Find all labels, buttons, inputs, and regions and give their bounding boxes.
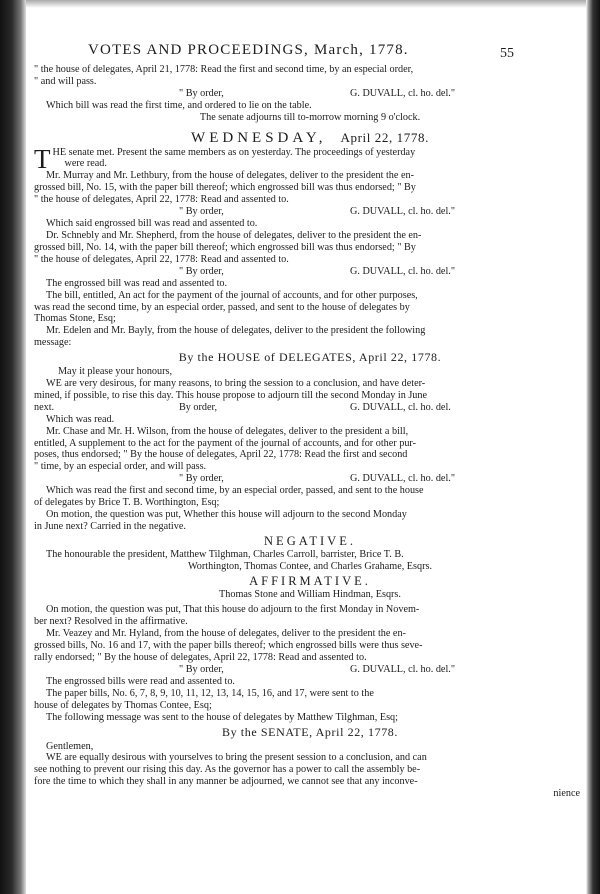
signature-line	[34, 88, 586, 100]
clerk-signature: G. DUVALL, cl. ho. del."	[350, 87, 455, 99]
clerk-signature: G. DUVALL, cl. ho. del."	[350, 663, 455, 675]
order-label: " By order,	[179, 206, 224, 218]
page-number: 55	[500, 46, 514, 61]
catchword: nience	[553, 788, 580, 800]
text-line: mined, if possible, to rise this day. This house propose to adjourn till the second Monday in June	[34, 389, 428, 401]
text-line: " and will pass.	[34, 75, 97, 87]
page-edge-shadow	[586, 0, 600, 894]
order-label: " By order,	[179, 265, 224, 277]
text-line: see nothing to prevent our rising this day. As the governor has a power to call the assembly be-	[34, 764, 421, 776]
text-line: Mr. Chase and Mr. H. Wilson, from the house of delegates, deliver to the president a bill,	[46, 425, 409, 437]
order-label: " By order,	[179, 473, 224, 485]
text-line: Thomas Stone and William Hindman, Esqrs.	[219, 588, 401, 600]
text-line: HE senate met. Present the same members as on yesterday. The proceedings of yesterday	[52, 146, 416, 158]
scan-top-shadow	[0, 0, 600, 8]
text-line: Mr. Murray and Mr. Lethbury, from the house of delegates, deliver to the president the en-	[46, 170, 414, 182]
text-line: in June next? Carried in the negative.	[34, 521, 186, 532]
text-line: The honourable the president, Matthew Tilghman, Charles Carroll, barrister, Brice T. B.	[46, 548, 404, 560]
text-line: entitled, A supplement to the act for the payment of the journal of accounts, and for other pur-	[34, 437, 416, 449]
text-line: Which bill was read the first time, and ordered to lie on the table.	[46, 99, 312, 111]
text-line: On motion, the question was put, Whether this house will adjourn to the second Monday	[46, 509, 407, 521]
signature-line	[34, 664, 586, 676]
text-line: Which said engrossed bill was read and assented to.	[46, 218, 258, 230]
salutation: Gentlemen,	[46, 740, 94, 752]
day-date: April 22, 1778.	[340, 129, 429, 145]
text-line: The paper bills, No. 6, 7, 8, 9, 10, 11, 12, 13, 14, 15, 16, and 17, were sent to the	[46, 687, 374, 699]
text-line: The engrossed bill was read and assented to.	[46, 277, 228, 289]
day-name: WEDNESDAY,	[191, 129, 327, 146]
text-line: grossed bill, No. 14, with the paper bill thereof; which engrossed bill was thus endorsed; " By	[34, 241, 416, 253]
order-label: By order,	[179, 401, 218, 413]
clerk-signature: G. DUVALL, cl. ho. del.	[350, 401, 451, 413]
text-line: " the house of delegates, April 22, 1778: Read and assented to.	[34, 194, 289, 206]
text-line: were read.	[64, 158, 107, 170]
signature-line	[34, 473, 586, 485]
text-line: Mr. Veazey and Mr. Hyland, from the house of delegates, deliver to the president the en-	[46, 628, 406, 640]
day-heading	[34, 129, 586, 146]
text-line: message:	[34, 337, 72, 349]
order-label: " By order,	[179, 663, 224, 675]
senate-heading: By the SENATE, April 22, 1778.	[222, 724, 398, 739]
text-line: rally endorsed; " By the house of delegates, April 22, 1778: Read and assented to.	[34, 652, 367, 664]
text-line: " the house of delegates, April 22, 1778: Read and assented to.	[34, 253, 289, 265]
text-line: Worthington, Thomas Contee, and Charles Grahame, Esqrs.	[187, 560, 432, 572]
text-line: Thomas Stone, Esq;	[34, 313, 116, 325]
text-line: ber next? Resolved in the affirmative.	[34, 616, 188, 628]
running-head-title: VOTES AND PROCEEDINGS, March, 1778.	[88, 42, 409, 58]
adjourn-line: The senate adjourns till to-morrow morning 9 o'clock.	[199, 111, 421, 123]
salutation: May it please your honours,	[58, 366, 173, 378]
text-line: Dr. Schnebly and Mr. Shepherd, from the house of delegates, deliver to the president the en-	[46, 229, 422, 241]
clerk-signature: G. DUVALL, cl. ho. del."	[350, 473, 455, 485]
senate-met-paragraph	[34, 143, 586, 174]
running-head	[88, 42, 508, 59]
text-line: WE are very desirous, for many reasons, to bring the session to a conclusion, and have deter-	[46, 377, 426, 389]
negative-heading: NEGATIVE.	[264, 533, 356, 548]
text-line: " time, by an especial order, and will pass.	[34, 461, 207, 473]
signature-line	[34, 402, 586, 414]
page-body: " the house of delegates, April 21, 1778: Read the first and second time, by an especial order, " and will pass. " By order, G. DUVALL, cl. ho. del." Which bill was read the first time, and ordered to lie on the table. The senate adjourns till to-morrow morning 9 o'clock. WEDNESDAY, April 22, 1778. T HE senate met. Present the same members as on yesterday. The proceedings of yesterday were read. Mr. Murray and Mr. Lethbury, from the house of delegates, deliver to the president the en- grossed bill, No. 15, with the paper bill thereof; which engrossed bill was thus endorsed; " By " the house of delegates, April 22, 1778: Read and assented to. " By order, G. DUVALL, cl. ho. del." Which said engrossed bill was read and assented to. Dr. Schnebly and Mr. Shepherd, from the house of delegates, deliver to the president the en- grossed bill, No. 14, with the paper bill thereof; which engrossed bill was thus endorsed; " By " the house of delegates, April 22, 1778: Read and assented to. " By order, G. DUVALL, cl. ho. del." The engrossed bill was read and assented to. The bill, entitled, An act for the payment of the journal of accounts, and for other purposes, was read the second time, by an especial order, passed, and sent to the house of delegates by Thomas Stone, Esq; Mr. Edelen and Mr. Bayly, from the house of delegates, deliver to the president the following message: By the HOUSE of DELEGATES, April 22, 1778. May it please your honours, WE are very desirous, for many reasons, to bring the session to a conclusion, and have deter- mined, if possible, to rise this day. This house propose to adjourn till the second Monday in June next. By order, G. DUVALL, cl. ho. del. Which was read. Mr. Chase and Mr. H. Wilson, from the house of delegates, deliver to the president a bill, entitled, A supplement to the act for the payment of the journal of accounts, and for other pur- poses, thus endorsed; " By the house of delegates, April 22, 1778: Read the first and second " time, by an especial order, and will pass. " By order, G. DUVALL, cl. ho. del." Which was read the first and second time, by an especial order, passed, and sent to the house of delegates by Brice T. B. Worthington, Esq; On motion, the question was put, Whether this house will adjourn to the second Monday in June next? Carried in the negative. NEGATIVE. The honourable the president, Matthew Tilghman, Charles Carroll, barrister, Brice T. B. Worthington, Thomas Contee, and Charles Grahame, Esqrs. AFFIRMATIVE. Thomas Stone and William Hindman, Esqrs. On motion, the question was put, That this house do adjourn to the first Monday in Novem- ber next? Resolved in the affirmative. Mr. Veazey and Mr. Hyland, from the house of delegates, deliver to the president the en- grossed bills, No. 16 and 17, with the paper bills thereof; which engrossed bills were thus seve- rally endorsed; " By the house of delegates, April 22, 1778: Read and assented to. " By order, G. DUVALL, cl. ho. del." The engrossed bills were read and assented to. The paper bills, No. 6, 7, 8, 9, 10, 11, 12, 13, 14, 15, 16, and 17, were sent to the house of delegates by Thomas Contee, Esq; The following message was sent to the house of delegates by Matthew Tilghman, Esq; By the SENATE, April 22, 1778. Gentlemen, WE are equally desirous with yourselves to bring the present session to a conclusion, and can see nothing to prevent our rising this day. As the governor has a power to call the assembly be- fore the time to which they shall in any manner be adjourned, we cannot see that any inconve- nience	[34, 64, 586, 800]
house-of-delegates-heading: By the HOUSE of DELEGATES, April 22, 1778.	[178, 350, 442, 365]
text-line: WE are equally desirous with yourselves to bring the present session to a conclusion, and can	[46, 752, 427, 764]
text-line: was read the second time, by an especial order, passed, and sent to the house of delegates by	[34, 301, 410, 313]
drop-cap: T	[34, 143, 51, 174]
text-line: Which was read.	[46, 413, 115, 425]
signature-line	[34, 266, 586, 278]
text-line: The engrossed bills were read and assented to.	[46, 675, 235, 687]
text-line: Mr. Edelen and Mr. Bayly, from the house of delegates, deliver to the president the following	[46, 325, 426, 337]
text-line: house of delegates by Thomas Contee, Esq;	[34, 699, 212, 711]
clerk-signature: G. DUVALL, cl. ho. del."	[350, 265, 455, 277]
text-line: grossed bills, No. 16 and 17, with the paper bills thereof; which engrossed bills were thus seve-	[34, 640, 423, 652]
text-line: Which was read the first and second time, by an especial order, passed, and sent to the house	[46, 485, 424, 497]
affirmative-heading: AFFIRMATIVE.	[249, 573, 371, 588]
text-line: The bill, entitled, An act for the payment of the journal of accounts, and for other purposes,	[46, 289, 418, 301]
text-line: " the house of delegates, April 21, 1778: Read the first and second time, by an especial order,	[34, 64, 414, 75]
text-line: poses, thus endorsed; " By the house of delegates, April 22, 1778: Read the first and second	[34, 449, 408, 461]
book-gutter-shadow	[0, 0, 26, 894]
text-line: The following message was sent to the house of delegates by Matthew Tilghman, Esq;	[46, 711, 398, 723]
text-line: fore the time to which they shall in any manner be adjourned, we cannot see that any inconve-	[34, 776, 418, 788]
signature-line	[34, 206, 586, 218]
text-line: On motion, the question was put, That this house do adjourn to the first Monday in Novem-	[46, 604, 420, 616]
order-label: " By order,	[179, 87, 224, 99]
clerk-signature: G. DUVALL, cl. ho. del."	[350, 206, 455, 218]
text-line: of delegates by Brice T. B. Worthington, Esq;	[34, 497, 220, 509]
text-line: grossed bill, No. 15, with the paper bill thereof; which engrossed bill was thus endorsed; " By	[34, 182, 416, 194]
